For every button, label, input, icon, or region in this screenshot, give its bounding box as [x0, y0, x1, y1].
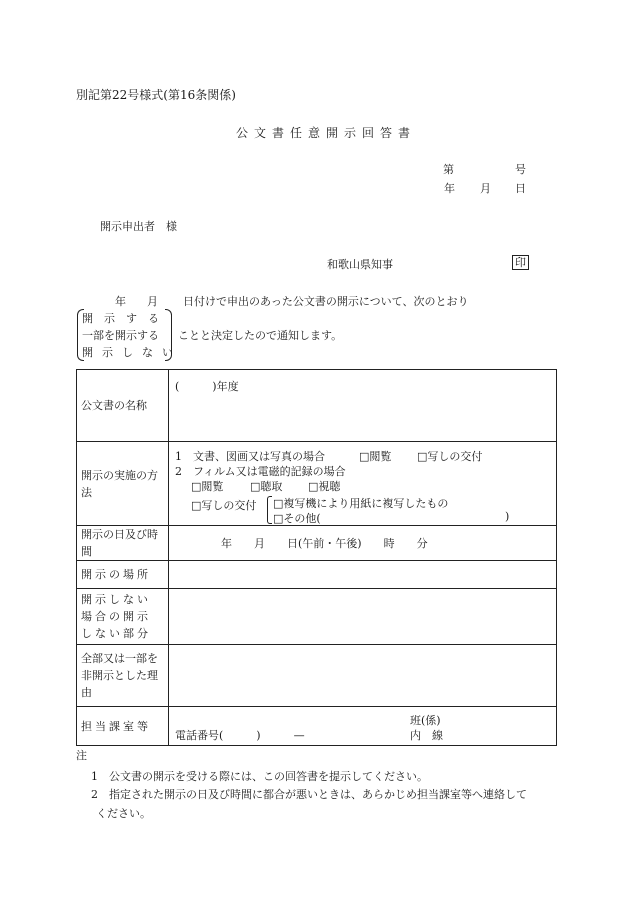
note-1: 1 公文書の開示を受ける際には、この回答書を提示してください。 [91, 770, 428, 783]
label-document-name: 公文書の名称 [77, 370, 169, 442]
seal-icon: 印 [512, 255, 529, 270]
value-datetime [169, 526, 557, 561]
option-disclose: 開 示 す る [82, 312, 159, 325]
method-2-copy: □写しの交付 [191, 499, 257, 512]
datetime-field: 年 月 日(午前・午後) 時 分 [221, 537, 428, 550]
label-nondisclosed: 開示しない場合の開示しない部分 [77, 589, 169, 645]
row-method [77, 442, 557, 526]
row-place [77, 561, 557, 589]
date-month: 月 [480, 182, 491, 195]
body-line1: 日付けで申出のあった公文書の開示について、次のとおり [183, 295, 469, 308]
document-title: 公文書任意開示回答書 [236, 126, 417, 140]
value-place [169, 561, 557, 589]
issuer: 和歌山県知事 [327, 258, 393, 271]
date-day: 日 [515, 182, 526, 195]
method-2-copy-other-close: ) [505, 510, 510, 523]
form-reference: 別記第22号様式(第16条関係) [76, 88, 236, 102]
value-contact [169, 707, 557, 746]
method-1-copy: □写しの交付 [417, 450, 483, 463]
row-contact [77, 707, 557, 746]
decision-options [82, 310, 172, 361]
option-nondisclose: 開 示 し な い [82, 346, 172, 359]
method-2-view: □視聴 [308, 480, 341, 493]
body-line2: ことと決定したので通知します。 [178, 329, 343, 342]
fiscal-year-field: ( )年度 [175, 380, 239, 393]
method-1-label: 1 文書、図画又は写真の場合 [175, 450, 325, 463]
method-2-copy-other: □その他( [273, 512, 321, 525]
value-document-name [169, 370, 557, 442]
method-2-copy-photocopy: □複写機により用紙に複写したもの [273, 497, 449, 510]
date-year: 年 [444, 182, 455, 195]
row-datetime [77, 526, 557, 561]
notes-heading: 注 [76, 749, 87, 762]
label-method: 開示の実施の方法 [77, 442, 169, 526]
note-2-continued: ください。 [96, 807, 151, 820]
contact-section: 班(係) [410, 714, 441, 727]
number-suffix: 号 [515, 163, 526, 176]
note-2: 2 指定された開示の日及び時間に都合が悪いときは、あらかじめ担当課室等へ連絡して [91, 788, 527, 801]
option-partial: 一部を開示する [82, 329, 159, 342]
label-datetime: 開示の日及び時間 [77, 526, 169, 561]
body-year: 年 [115, 295, 126, 308]
row-document-name [77, 370, 557, 442]
value-reason [169, 645, 557, 707]
label-reason: 全部又は一部を非開示とした理由 [77, 645, 169, 707]
method-2-label: 2 フィルム又は電磁的記録の場合 [175, 465, 346, 478]
label-place: 開示の場所 [77, 561, 169, 589]
method-1-read: □閲覧 [359, 450, 392, 463]
disclosure-table [76, 369, 557, 746]
contact-extension: 内 線 [410, 729, 443, 742]
body-month: 月 [147, 295, 158, 308]
number-prefix: 第 [443, 163, 454, 176]
row-nondisclosed [77, 589, 557, 645]
seal-mark [512, 255, 529, 270]
value-nondisclosed [169, 589, 557, 645]
copy-bracket [267, 496, 272, 524]
label-contact: 担当課室等 [77, 707, 169, 746]
contact-phone: 電話番号( ) — [175, 729, 305, 742]
addressee: 開示申出者 様 [100, 220, 177, 233]
value-method [169, 442, 557, 526]
row-reason [77, 645, 557, 707]
method-2-listen: □聴取 [250, 480, 283, 493]
method-2-read: □閲覧 [191, 480, 224, 493]
